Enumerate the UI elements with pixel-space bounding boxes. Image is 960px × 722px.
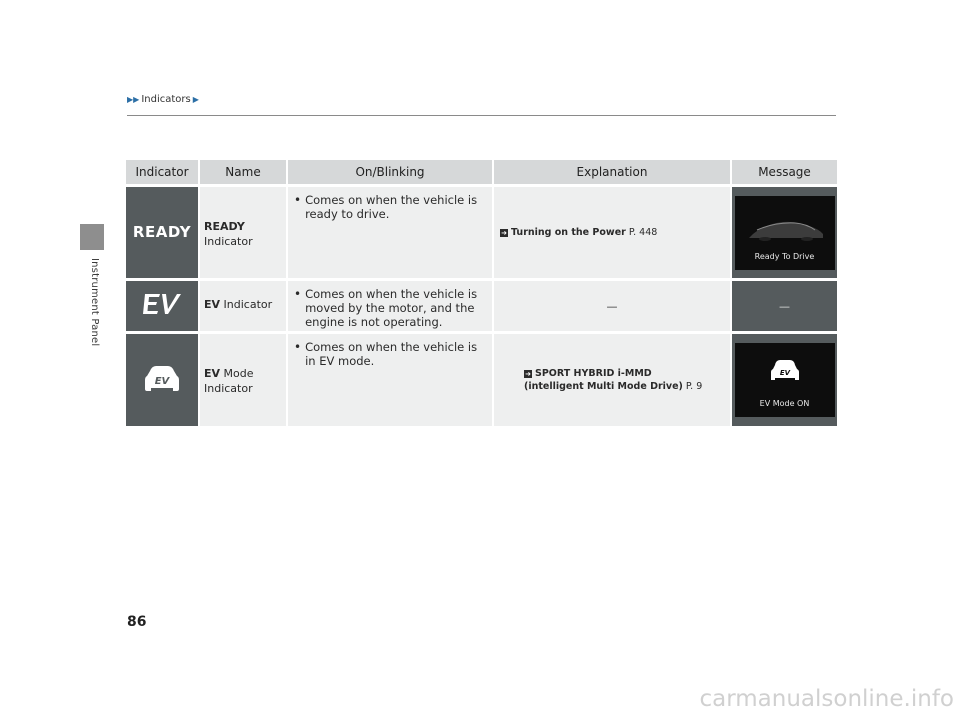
svg-text:EV: EV [154,376,170,387]
breadcrumb [127,94,199,105]
table-row [126,334,837,426]
ready-indicator-icon: READY [132,222,192,241]
column-header: Indicator [126,160,200,184]
name-rest: Mode Indicator [204,367,254,395]
section-label: Instrument Panel [89,258,100,347]
indicator-name [200,281,288,331]
reference-page[interactable]: P. 9 [685,381,703,392]
message-display [735,196,835,270]
column-header: On/Blinking [288,160,494,184]
name-bold: EV [204,298,221,311]
table-row [126,281,837,331]
page-number: 86 [127,614,147,630]
breadcrumb-section[interactable]: Indicators [141,94,191,105]
indicator-table [126,157,837,429]
bullet-icon: • [294,287,302,301]
explanation-cell: — [494,281,732,331]
bullet-icon: • [294,340,302,354]
name-rest: Indicator [223,298,273,311]
explanation-cell [494,334,732,426]
reference-link[interactable]: Turning on the Power [511,227,626,238]
table-row [126,187,837,278]
ev-indicator-icon [140,292,184,316]
bullet-icon: • [294,193,302,207]
indicator-name [200,334,288,426]
on-blinking-cell [288,187,494,278]
message-caption: Ready To Drive [754,251,815,261]
reference-link[interactable]: SPORT HYBRID i-MMD (intelligent Multi Mode Drive) [524,368,683,392]
breadcrumb-arrow-icon: ▶▶ [127,95,140,104]
reference-arrow-icon: ➜ [525,370,531,378]
reference-arrow-icon: ➜ [501,229,507,237]
message-display [735,343,835,417]
header-rule [127,115,836,116]
indicator-icon-cell [126,334,200,426]
indicator-icon-cell [126,187,200,278]
on-blinking-text: Comes on when the vehicle is moved by the motor, and the engine is not operating. [305,287,478,329]
breadcrumb-arrow-icon: ▶ [192,95,199,104]
ev-mode-indicator-icon [142,363,182,393]
message-caption: EV Mode ON [759,399,810,408]
reference-page[interactable]: P. 448 [628,227,658,238]
section-tab [80,224,104,250]
explanation-cell [494,187,732,278]
message-cell [732,187,837,278]
on-blinking-cell [288,281,494,331]
indicator-name [200,187,288,278]
svg-text:EV: EV [779,369,790,377]
watermark: carmanualsonline.info [699,686,954,712]
message-cell [732,334,837,426]
on-blinking-text: Comes on when the vehicle is in EV mode. [305,340,478,368]
column-header: Message [732,160,837,184]
table-header-row [126,160,837,184]
name-bold: READY [204,220,245,233]
on-blinking-text: Comes on when the vehicle is ready to drive. [305,193,478,221]
name-bold: EV [204,367,221,380]
message-cell: — [732,281,837,331]
indicator-icon-cell [126,281,200,331]
column-header: Explanation [494,160,732,184]
on-blinking-cell [288,334,494,426]
column-header: Name [200,160,288,184]
name-rest: Indicator [204,235,253,248]
